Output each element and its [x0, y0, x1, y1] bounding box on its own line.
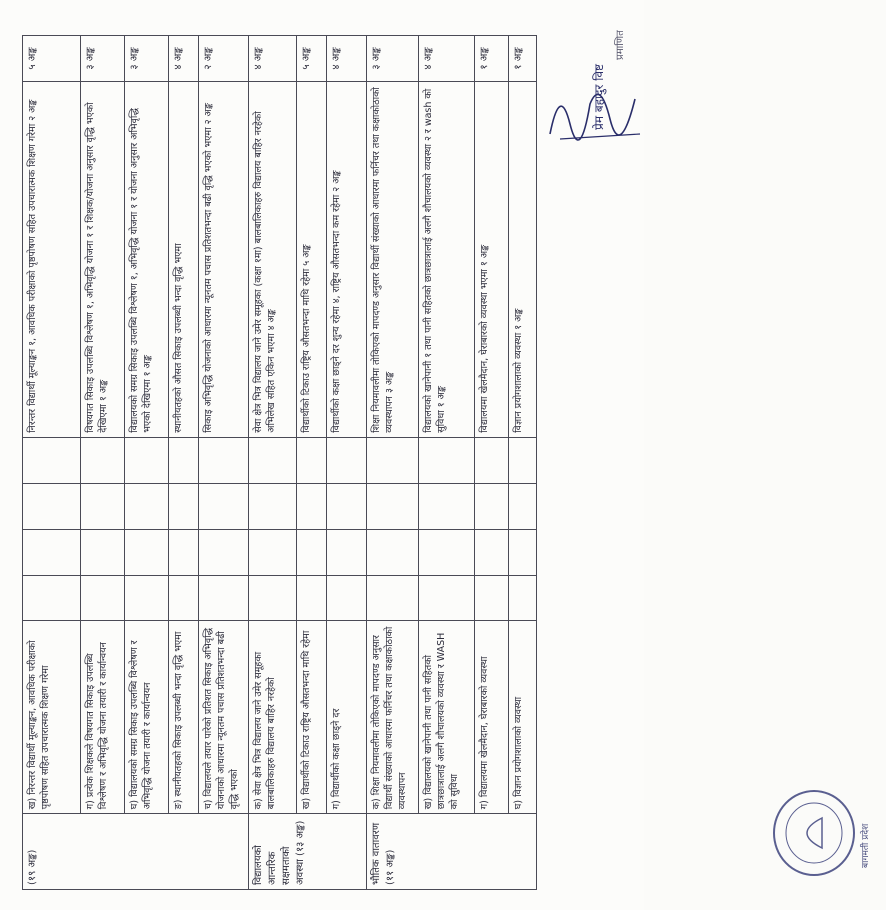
- criterion-cell: घ) विज्ञान प्रयोगशालाको व्यवस्था: [509, 621, 537, 814]
- table-row: [419, 36, 475, 890]
- empty-score-cell: [297, 529, 327, 575]
- table-row: [81, 36, 125, 890]
- empty-score-cell: [249, 483, 297, 529]
- mark-cell: ४ अङ्क: [327, 36, 367, 82]
- criterion-cell: च) विद्यालयले तयार पारेको प्रतिशत सिकाइ अभिवृद्धि योजनाको आधारमा न्यूनतम पचास प्रतिशतभन्दा बढी वृद्धि भएको: [199, 621, 249, 814]
- category-cell: भौतिक वातावरण (११ अङ्क): [367, 814, 537, 890]
- table-row: [297, 36, 327, 890]
- criterion-cell: ग) विद्यार्थीको कक्षा छाड्ने दर: [327, 621, 367, 814]
- mark-cell: ३ अङ्क: [367, 36, 419, 82]
- detail-cell: निरन्तर विद्यार्थी मूल्याङ्कन १, आवधिक परीक्षाको पृष्ठपोषण सहित उपचारात्मक शिक्षण गरेमा २ अङ्क: [23, 81, 81, 437]
- empty-score-cell: [509, 437, 537, 483]
- empty-score-cell: [327, 483, 367, 529]
- mark-cell: १ अङ्क: [475, 36, 509, 82]
- empty-score-cell: [23, 437, 81, 483]
- empty-score-cell: [125, 575, 169, 621]
- empty-score-cell: [199, 483, 249, 529]
- mark-cell: ४ अङ्क: [419, 36, 475, 82]
- empty-score-cell: [475, 483, 509, 529]
- table-row: [509, 36, 537, 890]
- mark-cell: ३ अङ्क: [81, 36, 125, 82]
- signature-note: प्रमाणित: [615, 30, 626, 60]
- empty-score-cell: [199, 437, 249, 483]
- empty-score-cell: [327, 529, 367, 575]
- empty-score-cell: [169, 575, 199, 621]
- empty-score-cell: [81, 529, 125, 575]
- table-body: [23, 36, 537, 890]
- empty-score-cell: [367, 575, 419, 621]
- empty-score-cell: [367, 483, 419, 529]
- empty-score-cell: [249, 437, 297, 483]
- empty-score-cell: [125, 437, 169, 483]
- signature-name: प्रेम बहादुर विष्ट: [592, 63, 606, 130]
- criterion-cell: ख) विद्यालयको खानेपानी तथा पानी सहितको छात्रछात्रालाई अलगै शौचालयको व्यवस्था र WASH को सुविधा: [419, 621, 475, 814]
- detail-cell: विषयगत सिकाइ उपलब्धि विश्लेषण १, अभिवृद्धि योजना १ र शिक्षक/योजना अनुसार वृद्धि भएको देखिएमा १ अङ्क: [81, 81, 125, 437]
- detail-cell: विद्यार्थीको कक्षा छाड्ने दर शुन्य रहेमा ४, राष्ट्रिय औसतभन्दा कम रहेमा २ अङ्क: [327, 81, 367, 437]
- empty-score-cell: [81, 575, 125, 621]
- category-cell: (१९ अङ्क): [23, 814, 249, 890]
- office-seal: [762, 778, 882, 888]
- empty-score-cell: [169, 529, 199, 575]
- seal-text: बागमती प्रदेश: [861, 823, 871, 868]
- empty-score-cell: [509, 483, 537, 529]
- mark-cell: ३ अङ्क: [125, 36, 169, 82]
- detail-cell: विज्ञान प्रयोगशालाको व्यवस्था १ अङ्क: [509, 81, 537, 437]
- rotated-document: [22, 20, 871, 890]
- table-row: [367, 36, 419, 890]
- mark-cell: ४ अङ्क: [169, 36, 199, 82]
- empty-score-cell: [327, 575, 367, 621]
- empty-score-cell: [475, 529, 509, 575]
- table-row: [125, 36, 169, 890]
- empty-score-cell: [509, 575, 537, 621]
- empty-score-cell: [419, 529, 475, 575]
- empty-score-cell: [199, 529, 249, 575]
- detail-cell: सिकाइ अभिवृद्धि योजनाको आधारमा न्यूनतम पचास प्रतिशतभन्दा बढी वृद्धि भएको भएमा २ अङ्क: [199, 81, 249, 437]
- mark-cell: १ अङ्क: [509, 36, 537, 82]
- empty-score-cell: [169, 437, 199, 483]
- empty-score-cell: [125, 483, 169, 529]
- table-row: [23, 36, 81, 890]
- detail-cell: विद्यार्थीको टिकाउ राष्ट्रिय औसतभन्दा माथि रहेमा ५ अङ्क: [297, 81, 327, 437]
- empty-score-cell: [475, 575, 509, 621]
- criterion-cell: क) सेवा क्षेत्र भित्र विद्यालय जाने उमेर समूहका बालबालिकाहरु विद्यालय बाहिर नरहेको: [249, 621, 297, 814]
- empty-score-cell: [23, 575, 81, 621]
- criterion-cell: ङ) स्थानीयतहको सिकाइ उपलब्धी भन्दा वृद्धि भएमा: [169, 621, 199, 814]
- mark-cell: ४ अङ्क: [249, 36, 297, 82]
- detail-cell: विद्यालयको खानेपानी १ तथा पानी सहितको छात्रछात्रालाई अलगै शौचालयको व्यवस्था २ र wash को सुविधा १ अङ्क: [419, 81, 475, 437]
- criterion-cell: क) शिक्षा नियमावलीमा तोकिएको मापदण्ड अनुसार विद्यार्थी संख्याको आधारमा फर्निचर तथा कक्षाकोठाको व्यवस्थापन: [367, 621, 419, 814]
- criterion-cell: ख) निरन्तर विद्यार्थी मूल्याङ्कन, आवधिक परीक्षाको पृष्ठपोषण सहित उपचारात्मक शिक्षण गरेमा: [23, 621, 81, 814]
- empty-score-cell: [475, 437, 509, 483]
- table-row: [475, 36, 509, 890]
- table-row: [249, 36, 297, 890]
- empty-score-cell: [81, 483, 125, 529]
- empty-score-cell: [367, 529, 419, 575]
- criterion-cell: ख) विद्यार्थीको टिकाउ राष्ट्रिय औसतभन्दा माथि रहेमा: [297, 621, 327, 814]
- table-row: [327, 36, 367, 890]
- empty-score-cell: [367, 437, 419, 483]
- table-row: [169, 36, 199, 890]
- empty-score-cell: [509, 529, 537, 575]
- empty-score-cell: [327, 437, 367, 483]
- empty-score-cell: [249, 575, 297, 621]
- empty-score-cell: [125, 529, 169, 575]
- empty-score-cell: [419, 483, 475, 529]
- mark-cell: २ अङ्क: [199, 36, 249, 82]
- table-row: [199, 36, 249, 890]
- detail-cell: विद्यालयमा खेलमैदान, घेराबारको व्यवस्था भएमा १ अङ्क: [475, 81, 509, 437]
- criterion-cell: ग) प्रत्येक शिक्षकले विषयगत सिकाइ उपलब्धि विश्लेषण र अभिवृद्धि योजना तयारी र कार्यान्वयन: [81, 621, 125, 814]
- empty-score-cell: [23, 529, 81, 575]
- criterion-cell: ग) विद्यालयमा खेलमैदान, घेराबारको व्यवस्था: [475, 621, 509, 814]
- mark-cell: ५ अङ्क: [297, 36, 327, 82]
- empty-score-cell: [297, 437, 327, 483]
- empty-score-cell: [419, 575, 475, 621]
- category-cell: विद्यालयको आन्तरिक सक्षमताको अवस्था (१३ अङ्क): [249, 814, 367, 890]
- empty-score-cell: [297, 483, 327, 529]
- detail-cell: सेवा क्षेत्र भित्र विद्यालय जाने उमेर समूहका (कक्षा १मा) बालबालिकाहरु विद्यालय बाहिर नरहेको अभिलेख सहित एकिन भएमा ४ अङ्क: [249, 81, 297, 437]
- detail-cell: स्थानीयतहको औसत सिकाइ उपलब्धी भन्दा वृद्धि भएमा: [169, 81, 199, 437]
- mark-cell: ५ अङ्क: [23, 36, 81, 82]
- empty-score-cell: [81, 437, 125, 483]
- empty-score-cell: [23, 483, 81, 529]
- empty-score-cell: [419, 437, 475, 483]
- detail-cell: शिक्षा नियमावलीमा तोकिएको मापदण्ड अनुसार विद्यार्थी संख्याको आधारमा फर्निचर तथा कक्षाकोठाको व्यवस्थापन ३ अङ्क: [367, 81, 419, 437]
- empty-score-cell: [199, 575, 249, 621]
- criterion-cell: घ) विद्यालयको समग्र सिकाइ उपलब्धि विश्लेषण र अभिवृद्धि योजना तयारी र कार्यान्वयन: [125, 621, 169, 814]
- empty-score-cell: [169, 483, 199, 529]
- detail-cell: विद्यालयको समग्र सिकाइ उपलब्धि विश्लेषण १, अभिवृद्धि योजना १ र योजना अनुसार अभिवृद्धि भएको देखिएमा १ अङ्क: [125, 81, 169, 437]
- empty-score-cell: [249, 529, 297, 575]
- evaluation-table: [22, 35, 537, 890]
- empty-score-cell: [297, 575, 327, 621]
